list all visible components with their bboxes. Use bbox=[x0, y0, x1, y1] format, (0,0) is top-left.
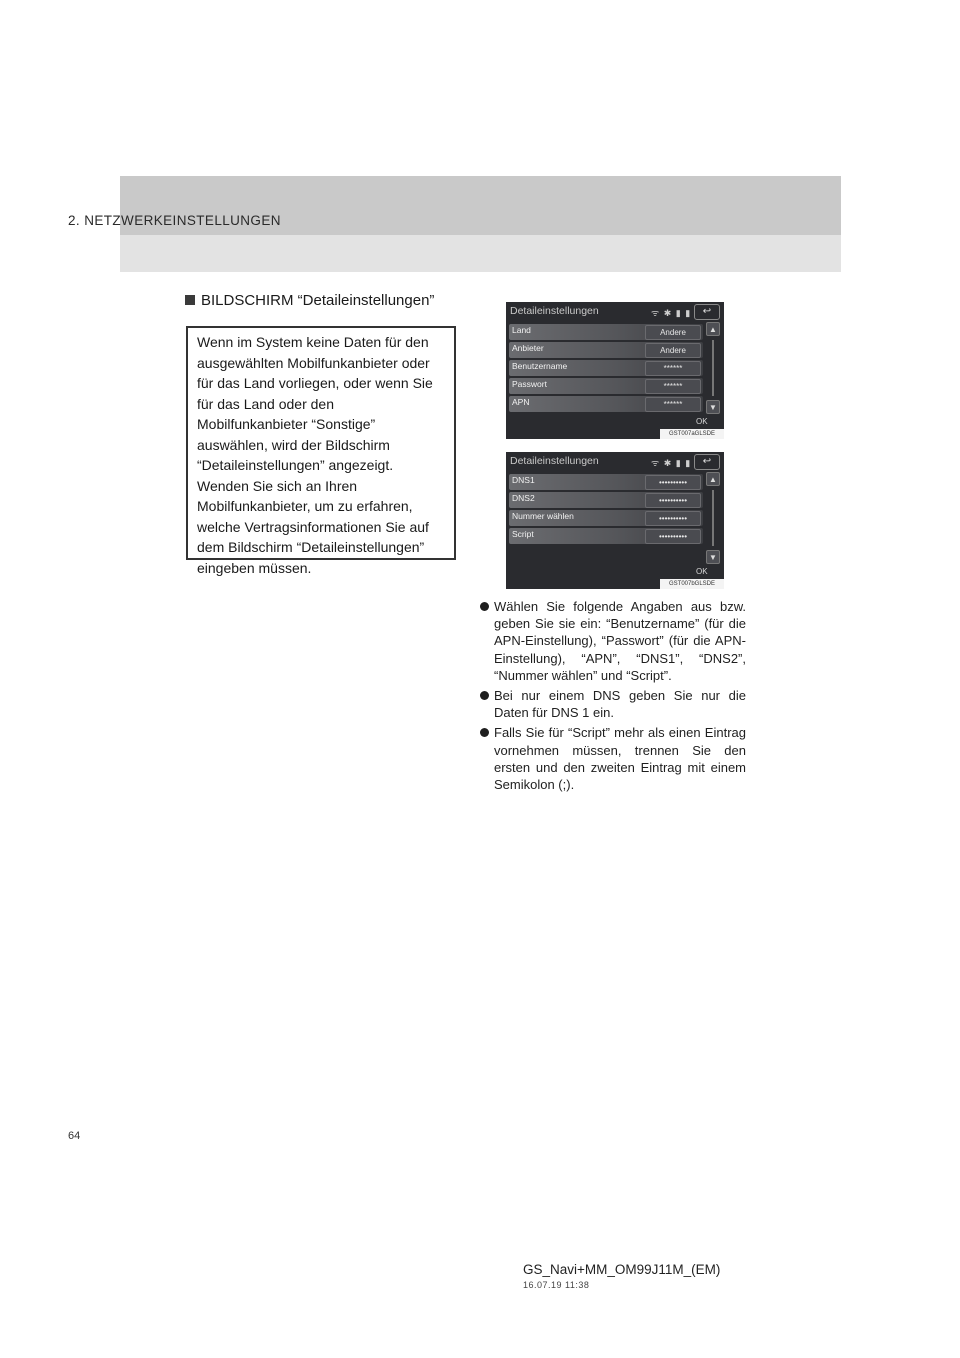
row-label: APN bbox=[512, 397, 530, 407]
row-passwort[interactable] bbox=[509, 378, 703, 394]
row-value: ****** bbox=[645, 397, 701, 412]
square-bullet-icon bbox=[185, 295, 195, 305]
bullet-item bbox=[478, 598, 746, 684]
footer-timestamp: 16.07.19 11:38 bbox=[523, 1280, 590, 1290]
row-label: Nummer wählen bbox=[512, 511, 574, 521]
row-dns2[interactable] bbox=[509, 492, 703, 508]
chapter-title: 2. NETZWERKEINSTELLUNGEN bbox=[68, 213, 281, 228]
note-line: “Detaileinstellungen” angezeigt. bbox=[197, 457, 394, 473]
row-value: ****** bbox=[645, 361, 701, 376]
status-icons: ᯤ ✱ ▮ ▮ bbox=[651, 458, 692, 468]
note-line: ausgewählten Mobilfunkanbieter oder bbox=[197, 354, 430, 371]
note-line: auswählen, wird der Bildschirm bbox=[197, 436, 390, 453]
screen-title: Detaileinstellungen bbox=[510, 455, 599, 467]
row-land[interactable] bbox=[509, 324, 703, 340]
bullet-text: Wählen Sie folgende Angaben aus bzw. geben Sie sie ein: “Benutzername” (für die APN-Einstellung), “Passwort” (für die APN-Einstellung), “APN”, “DNS1”, “DNS2”, “Nummer wählen” und “Script”. bbox=[494, 599, 746, 683]
note-line: für das Land vorliegen, oder wenn Sie bbox=[197, 375, 433, 391]
scroll-up-icon[interactable]: ▲ bbox=[706, 322, 720, 336]
scrollbar[interactable] bbox=[706, 322, 720, 414]
bullet-text: Falls Sie für “Script” mehr als einen Eintrag vornehmen müssen, trennen Sie den ersten und den zweiten Eintrag mit einem Semikolon (;). bbox=[494, 725, 746, 793]
screenshot-detail-settings-2 bbox=[506, 452, 724, 589]
back-button[interactable]: ↩ bbox=[694, 454, 720, 470]
bullet-dot-icon bbox=[480, 691, 489, 700]
bullet-item bbox=[478, 724, 746, 793]
bullet-list bbox=[478, 598, 746, 796]
row-benutzername[interactable] bbox=[509, 360, 703, 376]
row-value: •••••••••• bbox=[645, 529, 701, 544]
ok-button[interactable]: OK bbox=[696, 567, 708, 576]
row-anbieter[interactable] bbox=[509, 342, 703, 358]
scroll-down-icon[interactable]: ▼ bbox=[706, 550, 720, 564]
row-apn[interactable] bbox=[509, 396, 703, 412]
row-label: Script bbox=[512, 529, 534, 539]
back-button[interactable]: ↩ bbox=[694, 304, 720, 320]
screen-title: Detaileinstellungen bbox=[510, 305, 599, 317]
row-value: Andere bbox=[645, 343, 701, 358]
image-code: GST007bGLSDE bbox=[660, 579, 724, 589]
scroll-track bbox=[712, 340, 714, 396]
section-title bbox=[185, 292, 434, 309]
ok-button[interactable]: OK bbox=[696, 417, 708, 426]
row-label: Benutzername bbox=[512, 361, 568, 371]
section-title-text: BILDSCHIRM “Detaileinstellungen” bbox=[201, 292, 435, 309]
note-line: eingeben müssen. bbox=[197, 559, 312, 576]
note-line: welche Vertragsinformationen Sie auf bbox=[197, 518, 429, 535]
info-note-box bbox=[186, 326, 456, 576]
row-dns1[interactable] bbox=[509, 474, 703, 490]
row-value: •••••••••• bbox=[645, 511, 701, 526]
note-text bbox=[197, 332, 445, 578]
row-label: Anbieter bbox=[512, 343, 544, 353]
image-code: GST007aGLSDE bbox=[660, 429, 724, 439]
status-icons: ᯤ ✱ ▮ ▮ bbox=[651, 308, 692, 318]
bullet-text: Bei nur einem DNS geben Sie nur die Daten für DNS 1 ein. bbox=[494, 688, 746, 721]
bullet-item bbox=[478, 687, 746, 721]
row-label: DNS1 bbox=[512, 475, 535, 485]
bullet-dot-icon bbox=[480, 728, 489, 737]
row-label: DNS2 bbox=[512, 493, 535, 503]
row-script[interactable] bbox=[509, 528, 703, 544]
row-value: •••••••••• bbox=[645, 493, 701, 508]
row-value: Andere bbox=[645, 325, 701, 340]
scroll-down-icon[interactable]: ▼ bbox=[706, 400, 720, 414]
note-line: dem Bildschirm “Detaileinstellungen” bbox=[197, 539, 425, 555]
page-number: 64 bbox=[68, 1130, 81, 1142]
note-line: Mobilfunkanbieter, um zu erfahren, bbox=[197, 498, 413, 514]
row-value: ****** bbox=[645, 379, 701, 394]
note-line: Wenn im System keine Daten für den bbox=[197, 334, 429, 350]
footer-document-id: GS_Navi+MM_OM99J11M_(EM) bbox=[523, 1262, 721, 1277]
note-line: Mobilfunkanbieter “Sonstige” bbox=[197, 416, 376, 432]
row-label: Passwort bbox=[512, 379, 547, 389]
note-line: Wenden Sie sich an Ihren bbox=[197, 477, 358, 494]
bullet-dot-icon bbox=[480, 602, 489, 611]
row-nummer-waehlen[interactable] bbox=[509, 510, 703, 526]
scroll-up-icon[interactable]: ▲ bbox=[706, 472, 720, 486]
scrollbar[interactable] bbox=[706, 472, 720, 564]
screenshot-detail-settings-1 bbox=[506, 302, 724, 439]
row-label: Land bbox=[512, 325, 531, 335]
row-value: •••••••••• bbox=[645, 475, 701, 490]
scroll-track bbox=[712, 490, 714, 546]
note-line: für das Land oder den bbox=[197, 395, 334, 412]
